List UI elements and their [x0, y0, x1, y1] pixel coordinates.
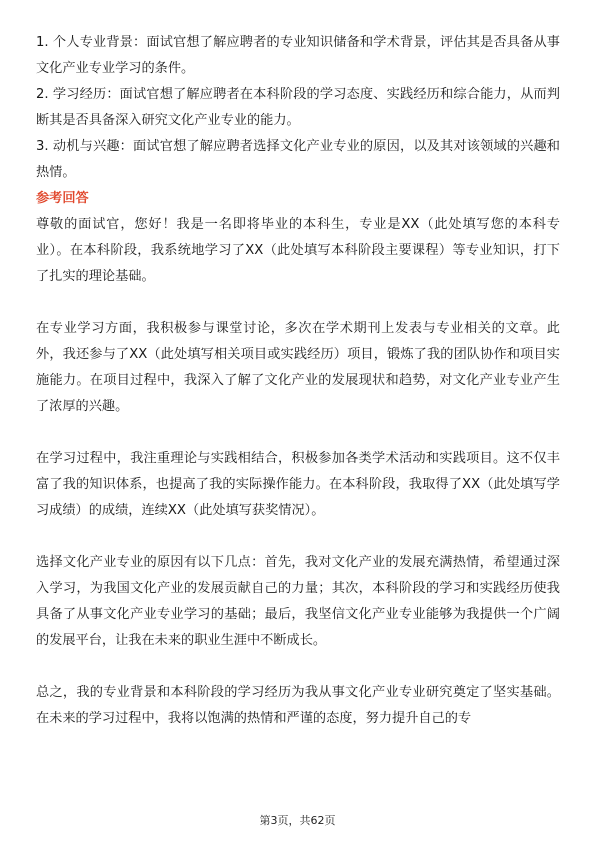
answer-paragraph-intro: 尊敬的面试官，您好！我是一名即将毕业的本科生，专业是XX（此处填写您的本科专业）。在本科阶段，我系统地学习了XX（此处填写本科阶段主要课程）等专业知识，打下了扎实的理论基础。 [36, 217, 560, 284]
answer-heading: 参考回答 [36, 191, 89, 206]
paragraph-gap [36, 290, 560, 316]
answer-paragraph-practice: 在学习过程中，我注重理论与实践相结合，积极参加各类学术活动和实践项目。这不仅丰富了我的知识体系，也提高了我的实际操作能力。在本科阶段，我取得了XX（此处填写学习成绩）的成绩，连续XX（此处填写获奖情况）。 [36, 451, 560, 518]
page-number-footer: 第3页，共62页 [259, 814, 336, 827]
page-content [36, 30, 560, 732]
list-item-background: 1. 个人专业背景：面试官想了解应聘者的专业知识储备和学术背景，评估其是否具备从事文化产业专业学习的条件。 [36, 35, 560, 76]
paragraph-gap [36, 524, 560, 550]
answer-paragraph-summary: 总之，我的专业背景和本科阶段的学习经历为我从事文化产业专业研究奠定了坚实基础。在未来的学习过程中，我将以饱满的热情和严谨的态度，努力提升自己的专 [36, 685, 560, 726]
list-item-study-experience: 2. 学习经历：面试官想了解应聘者在本科阶段的学习态度、实践经历和综合能力，从而判断其是否具备深入研究文化产业专业的能力。 [36, 87, 560, 128]
answer-paragraph-reasons: 选择文化产业专业的原因有以下几点：首先，我对文化产业的发展充满热情，希望通过深入学习，为我国文化产业的发展贡献自己的力量；其次，本科阶段的学习和实践经历使我具备了从事文化产业专业学习的基础；最后，我坚信文化产业专业能够为我提供一个广阔的发展平台，让我在未来的职业生涯中不断成长。 [36, 555, 560, 648]
paragraph-gap [36, 654, 560, 680]
list-item-motivation: 3. 动机与兴趣：面试官想了解应聘者选择文化产业专业的原因，以及其对该领域的兴趣和热情。 [36, 139, 560, 180]
answer-paragraph-study: 在专业学习方面，我积极参与课堂讨论，多次在学术期刊上发表与专业相关的文章。此外，我还参与了XX（此处填写相关项目或实践经历）项目，锻炼了我的团队协作和项目实施能力。在项目过程中，我深入了解了文化产业的发展现状和趋势，对文化产业专业产生了浓厚的兴趣。 [36, 321, 560, 414]
paragraph-gap [36, 420, 560, 446]
